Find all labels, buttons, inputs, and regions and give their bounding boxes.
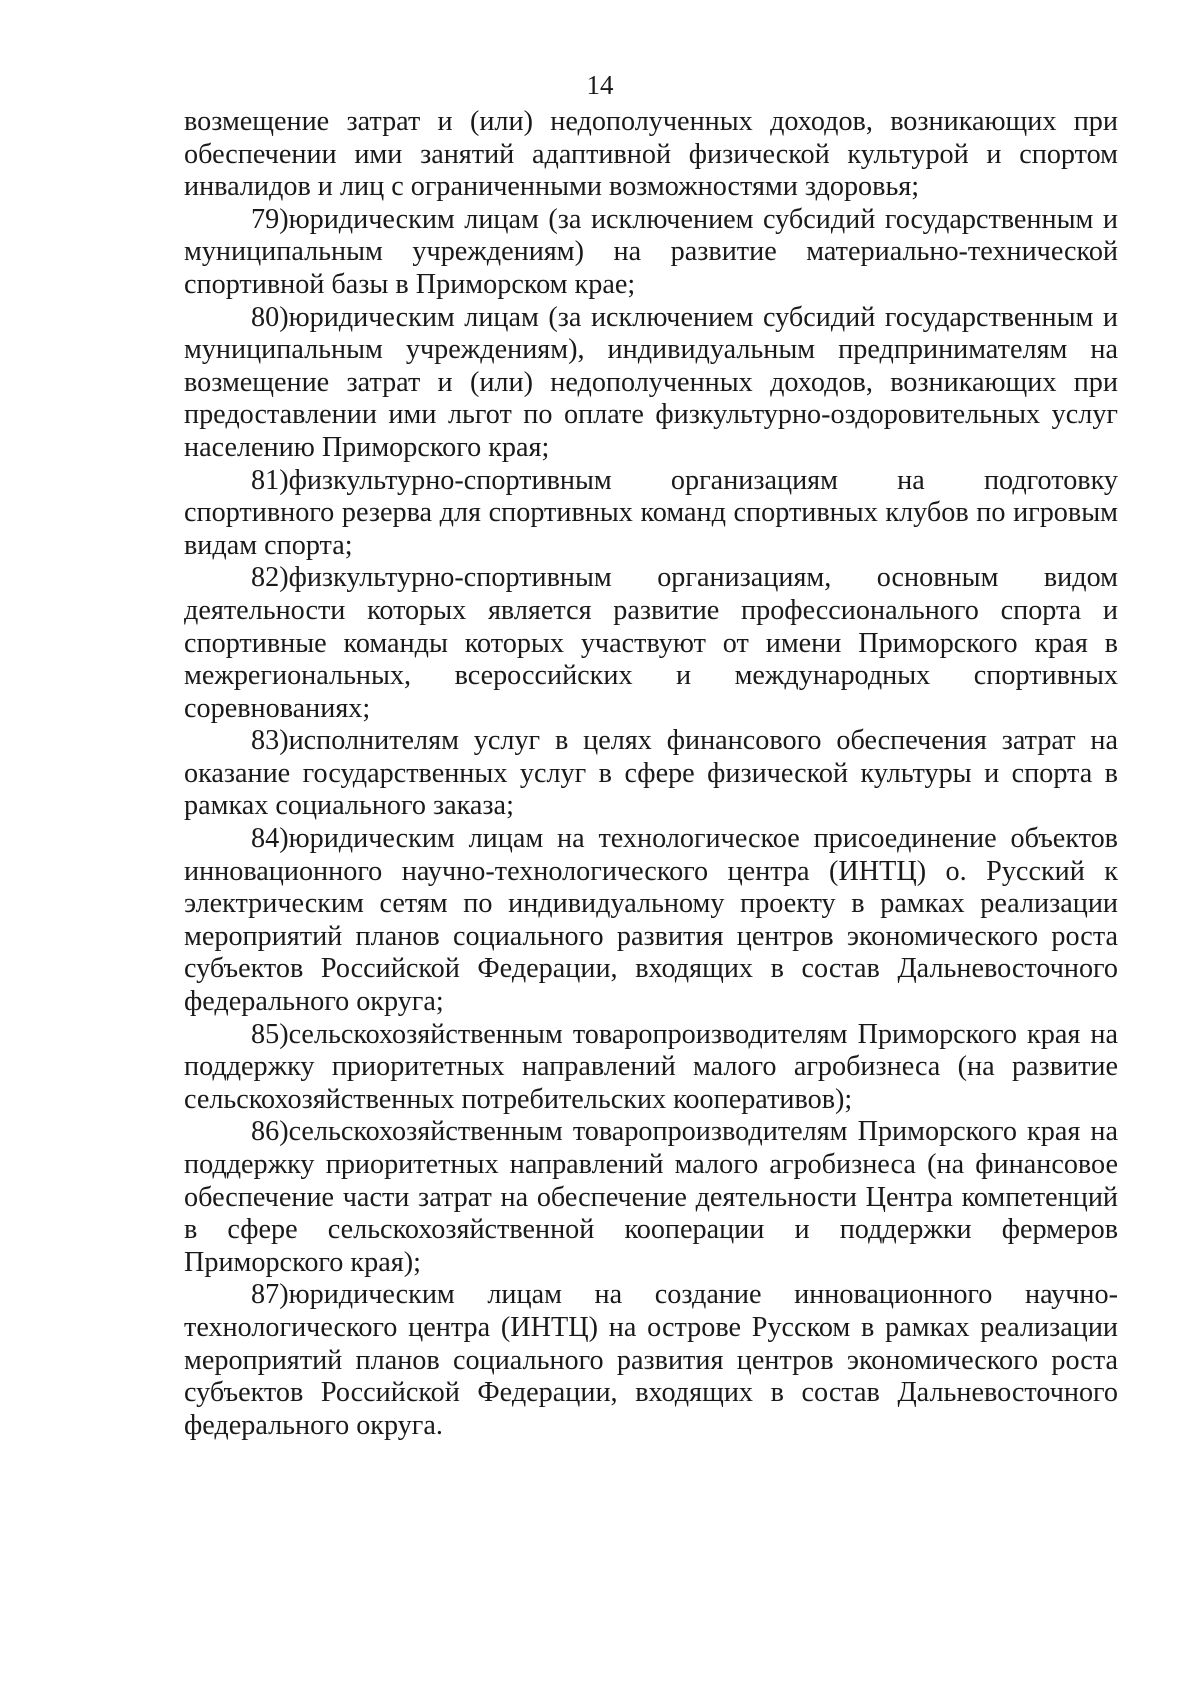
paragraph-item-82: 82)физкультурно-спортивным организациям, основным видом деятельности которых является развитие профессионального спорта и спортивные команды которых участвуют от имени Приморского края в межрегиональных, всероссийских и международных спортивных соревнованиях; (184, 562, 1118, 724)
paragraph-item-80: 80)юридическим лицам (за исключением субсидий государственным и муниципальным учреждениям), индивидуальным предпринимателям на возмещение затрат и (или) недополученных доходов, возникающих при предоставлении ими льгот по оплате физкультурно-оздоровительных услуг населению Приморского края; (184, 301, 1118, 463)
paragraph-item-87: 87)юридическим лицам на создание инновационного научно-технологического центра (ИНТЦ) на острове Русском в рамках реализации мероприятий планов социального развития центров экономического роста субъектов Российской Федерации, входящих в состав Дальневосточного федерального округа. (184, 1279, 1118, 1441)
page-number: 14 (586, 70, 614, 100)
paragraph-item-79: 79)юридическим лицам (за исключением субсидий государственным и муниципальным учреждениям) на развитие материально-технической спортивной базы в Приморском крае; (184, 203, 1118, 300)
paragraph-item-81: 81)физкультурно-спортивным организациям на подготовку спортивного резерва для спортивных команд спортивных клубов по игровым видам спорта; (184, 464, 1118, 561)
paragraph-continuation: возмещение затрат и (или) недополученных доходов, возникающих при обеспечении ими занятий адаптивной физической культурой и спортом инвалидов и лиц с ограниченными возможностями здоровья; (184, 106, 1118, 203)
paragraph-item-84: 84)юридическим лицам на технологическое присоединение объектов инновационного научно-технологического центра (ИНТЦ) о. Русский к электрическим сетям по индивидуальному проекту в рамках реализации мероприятий планов социального развития центров экономического роста субъектов Российской Федерации, входящих в состав Дальневосточного федерального округа; (184, 823, 1118, 1018)
paragraph-item-85: 85)сельскохозяйственным товаропроизводителям Приморского края на поддержку приоритетных направлений малого агробизнеса (на развитие сельскохозяйственных потребительских кооперативов); (184, 1018, 1118, 1115)
document-body (184, 106, 1118, 1442)
paragraph-item-86: 86)сельскохозяйственным товаропроизводителям Приморского края на поддержку приоритетных направлений малого агробизнеса (на финансовое обеспечение части затрат на обеспечение деятельности Центра компетенций в сфере сельскохозяйственной кооперации и поддержки фермеров Приморского края); (184, 1116, 1118, 1278)
paragraph-item-83: 83)исполнителям услуг в целях финансового обеспечения затрат на оказание государственных услуг в сфере физической культуры и спорта в рамках социального заказа; (184, 725, 1118, 822)
